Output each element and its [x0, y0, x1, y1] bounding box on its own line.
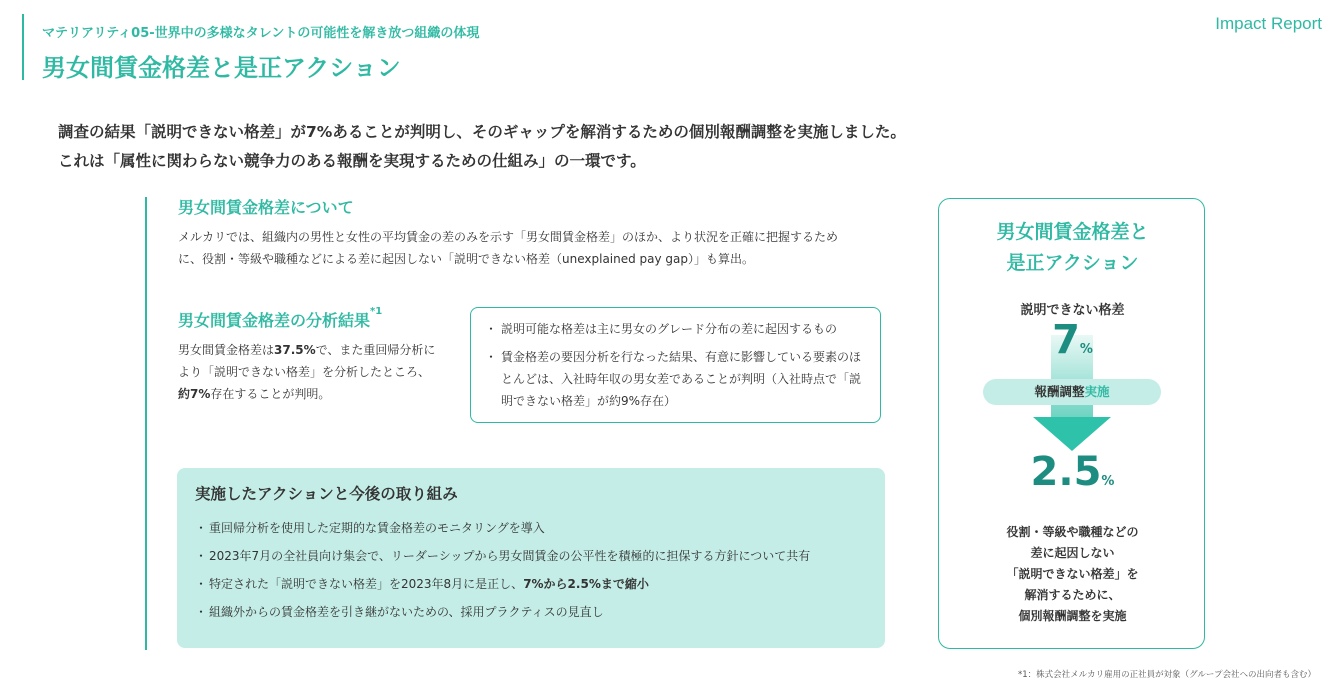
summary-desc-line: 「説明できない格差」を — [1006, 567, 1139, 581]
note-item: ・ 説明可能な格差は主に男女のグレード分布の差に起因するもの — [485, 318, 868, 340]
summary-desc-line: 役割・等級や職種などの — [1006, 525, 1139, 539]
action-item: ・ 2023年7月の全社員向け集会で、リーダーシップから男女間賃金の公平性を積極的に担保する方針について共有 — [195, 548, 869, 564]
gap-after-number: 2.5 — [1030, 449, 1102, 495]
header-accent-bar — [22, 14, 24, 80]
gap-before-unit: % — [1079, 342, 1093, 357]
summary-title-line-2: 是正アクション — [1006, 252, 1139, 274]
lead-line-1: 調査の結果「説明できない格差」が7%あることが判明し、そのギャップを解消するための個別報酬調整を実施しました。 — [58, 123, 906, 141]
lead-line-2: これは「属性に関わらない競争力のある報酬を実現するための仕組み」の一環です。 — [58, 152, 646, 170]
footnote: *1：株式会社メルカリ雇用の正社員が対象（グループ会社への出向者も含む） — [1018, 670, 1316, 680]
about-line-2: に、役割・等級や職種などによる差に起因しない「説明できない格差（unexplained pay gap）」も算出。 — [178, 252, 755, 266]
about-line-1: メルカリでは、組織内の男性と女性の平均賃金の差のみを示す「男女間賃金格差」のほか、より状況を正確に把握するため — [178, 230, 839, 244]
section-left-rule — [145, 197, 147, 650]
action-item — [195, 576, 869, 592]
gap-before-value — [939, 317, 1206, 363]
action-item: ・ 組織外からの賃金格差を引き継がないための、採用プラクティスの見直し — [195, 604, 869, 620]
adjustment-pill — [983, 379, 1161, 405]
summary-card-title — [939, 217, 1206, 279]
unexplained-gap-label: 説明できない格差 — [1020, 303, 1125, 318]
analysis-text-2: で、また重回帰分析に — [315, 343, 436, 357]
summary-desc-line: 個別報酬調整を実施 — [1018, 609, 1127, 623]
analysis-text-1: 男女間賃金格差は — [178, 343, 275, 357]
analysis-section-body — [178, 339, 463, 405]
analysis-notes-box — [470, 307, 881, 423]
action-item: ・ 重回帰分析を使用した定期的な賃金格差のモニタリングを導入 — [195, 520, 869, 536]
actions-box — [177, 468, 885, 648]
impact-report-label: Impact Report — [1215, 14, 1322, 33]
gap-after-unit: % — [1101, 474, 1115, 489]
summary-desc-line: 解消するために、 — [1024, 588, 1121, 602]
actions-title: 実施したアクションと今後の取り組み — [195, 485, 458, 503]
analysis-value-unexplained: 約7% — [178, 387, 211, 401]
adjustment-pill-emphasis: 実施 — [1084, 384, 1110, 399]
gap-before-number: 7 — [1052, 317, 1080, 363]
analysis-value-gap: 37.5% — [274, 343, 316, 357]
summary-card-description — [939, 522, 1206, 627]
analysis-section-title — [178, 308, 382, 331]
materiality-eyebrow: マテリアリティ05-世界中の多様なタレントの可能性を解き放つ組織の体現 — [42, 26, 480, 41]
analysis-title-text: 男女間賃金格差の分析結果 — [178, 311, 371, 330]
page-title: 男女間賃金格差と是正アクション — [42, 54, 401, 82]
summary-title-line-1: 男女間賃金格差と — [996, 221, 1149, 243]
summary-card — [938, 198, 1205, 649]
about-section-body — [178, 226, 898, 270]
note-item: ・ 賃金格差の要因分析を行なった結果、有意に影響している要素のほとんどは、入社時年収の男女差であることが判明（入社時点で「説明できない格差」が約9%存在） — [485, 346, 868, 412]
gap-after-value — [939, 449, 1206, 495]
down-arrow-icon — [1033, 417, 1111, 451]
adjustment-pill-label: 報酬調整 — [1034, 384, 1085, 399]
action-item-highlight: 7%から2.5%まで縮小 — [523, 577, 649, 591]
analysis-text-4: 存在することが判明。 — [210, 387, 331, 401]
action-item-text: 特定された「説明できない格差」を2023年8月に是正し、 — [209, 577, 524, 591]
analysis-title-footnote-mark: *1 — [370, 306, 383, 317]
summary-desc-line: 差に起因しない — [1030, 546, 1115, 560]
analysis-text-3: より「説明できない格差」を分析したところ、 — [178, 365, 431, 379]
about-section-title: 男女間賃金格差について — [178, 198, 354, 217]
